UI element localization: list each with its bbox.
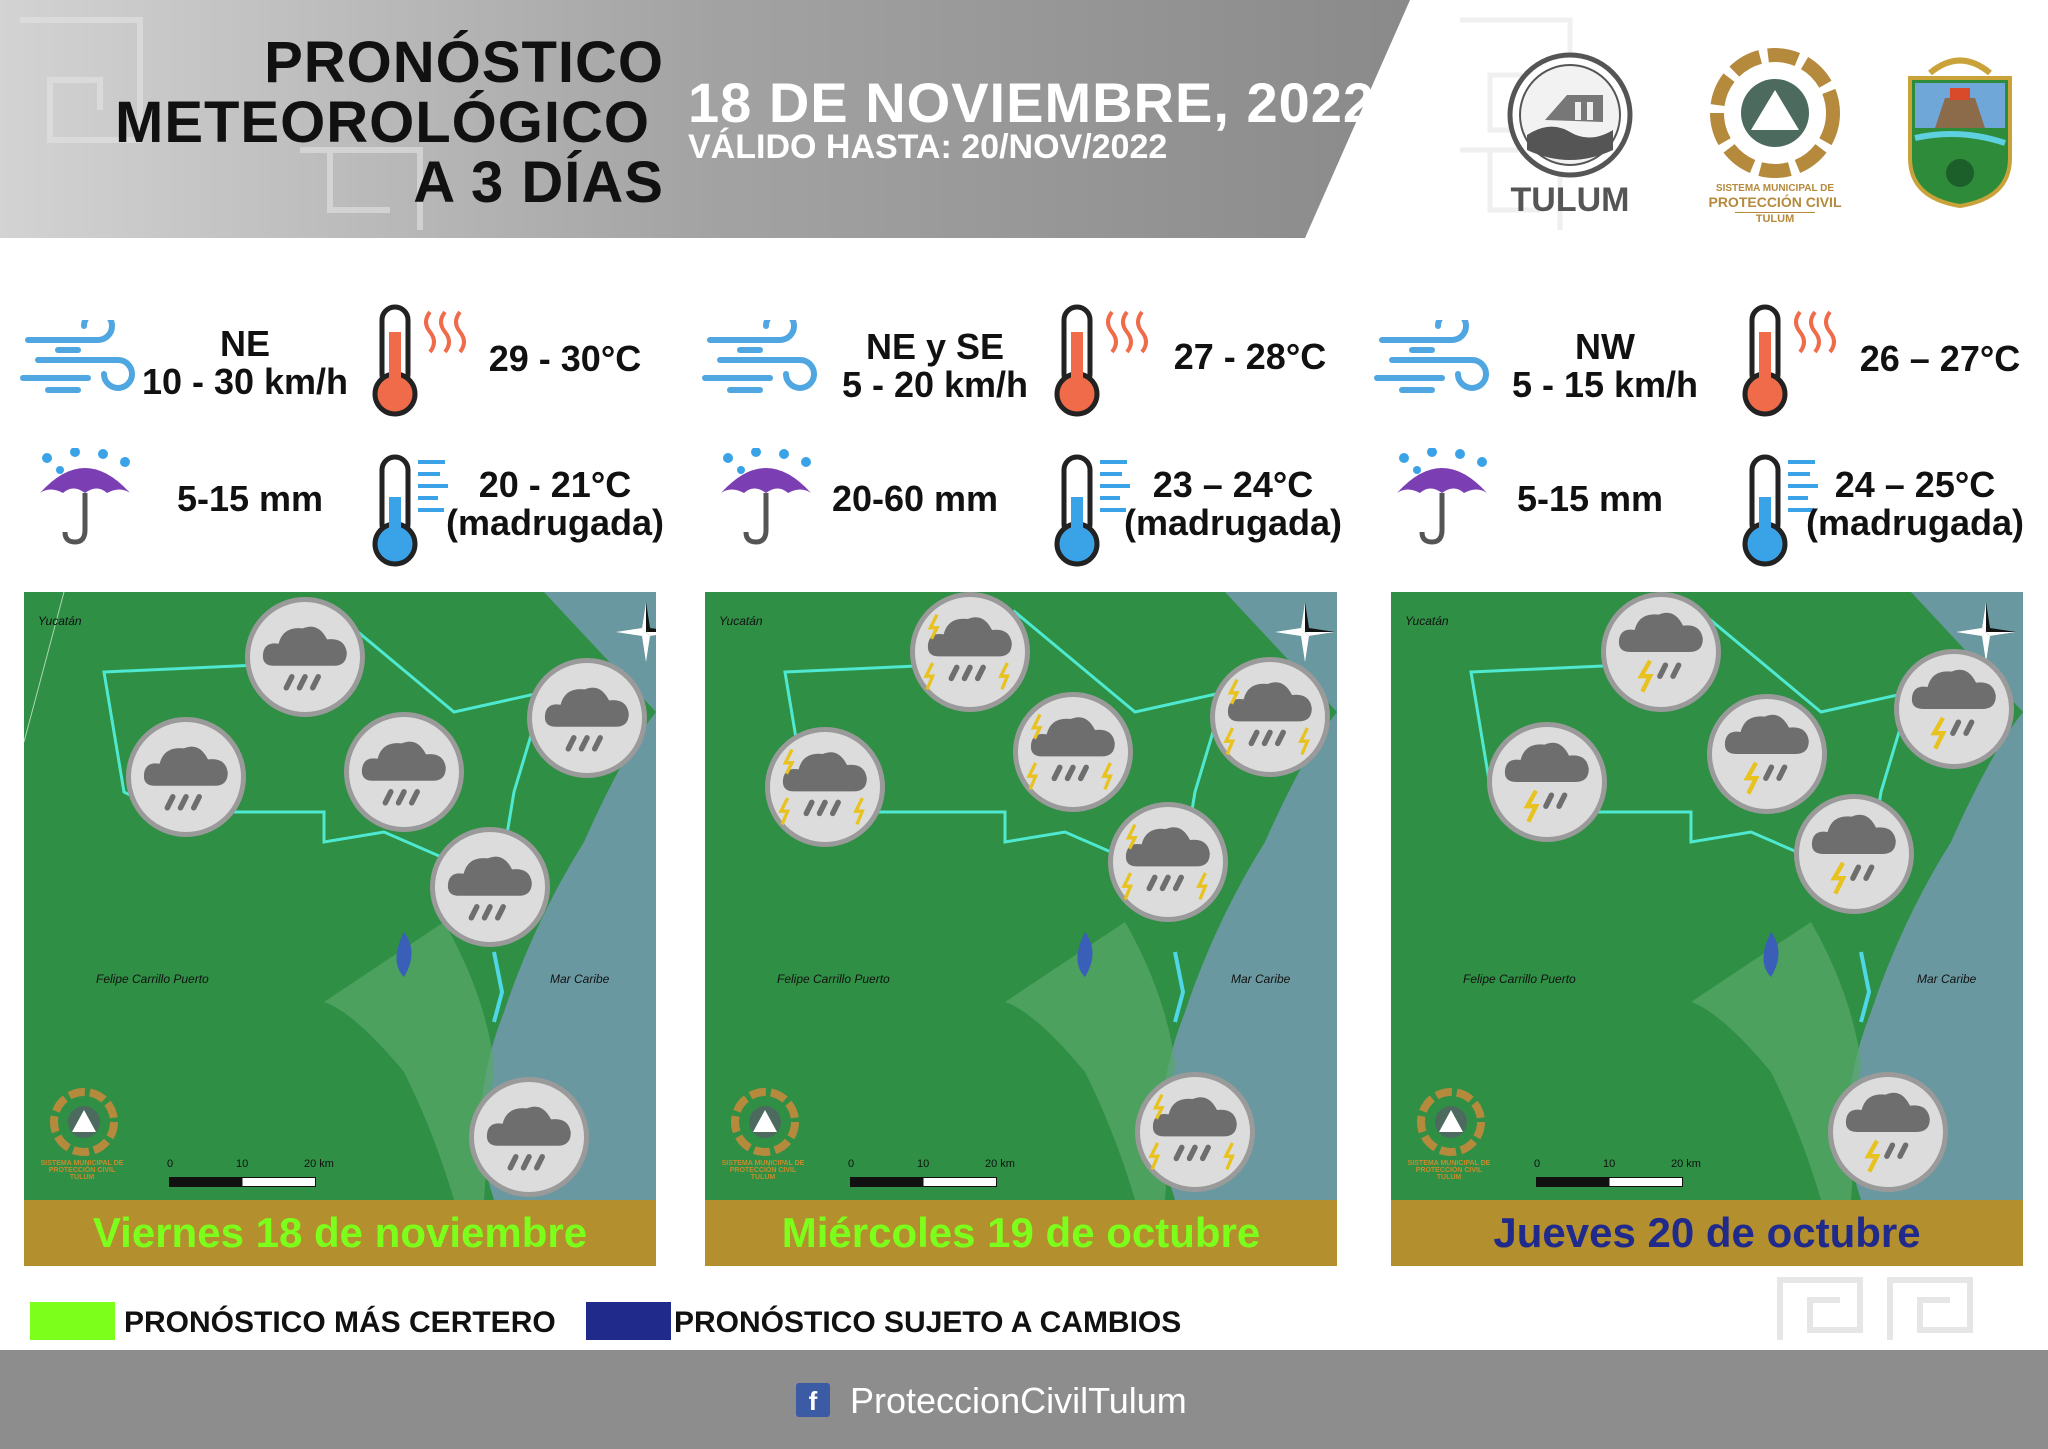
- rain-cloud-icon: [469, 1077, 589, 1197]
- rain-cloud-icon: [344, 712, 464, 832]
- pc-logo-line2: PROTECCIÓN CIVIL: [1708, 194, 1842, 210]
- rain-thunder-icon: [1601, 592, 1721, 712]
- legend-swatch-changes: [586, 1302, 671, 1340]
- title-line-3: A 3 DÍAS: [413, 150, 664, 215]
- min-temp-note: (madrugada): [445, 502, 665, 543]
- rain-thunder-icon: [1894, 649, 2014, 769]
- max-temperature: 29 - 30°C: [488, 338, 642, 379]
- scale-label-0: 0: [848, 1158, 855, 1170]
- watermark-caption: SISTEMA MUNICIPAL DE PROTECCIÓN CIVIL TULUM: [1407, 1160, 1491, 1181]
- scale-label-10: 10: [236, 1158, 249, 1170]
- coat-of-arms-icon: [1905, 48, 2015, 208]
- thunderstorm-icon: [1108, 802, 1228, 922]
- umbrella-rain-icon: [716, 448, 816, 548]
- scale-label-0: 0: [167, 1158, 174, 1170]
- rain-thunder-icon: [1828, 1072, 1948, 1192]
- tulum-emblem-icon: [1505, 50, 1635, 180]
- map-panel-1: [24, 592, 656, 1266]
- umbrella-rain-icon: [35, 448, 135, 548]
- wind-icon: [1372, 320, 1492, 400]
- wind-speed: 10 - 30 km/h: [141, 361, 349, 402]
- facebook-handle-link[interactable]: ProteccionCivilTulum: [850, 1380, 1187, 1421]
- compass-rose-icon: [616, 602, 656, 662]
- valid-until: VÁLIDO HASTA: 20/NOV/2022: [688, 128, 1168, 166]
- forecast-map: [705, 592, 1337, 1200]
- proteccion-civil-emblem-icon: [1695, 48, 1855, 178]
- scale-label-10: 10: [1603, 1158, 1616, 1170]
- thermometer-hot-icon: [1052, 302, 1162, 422]
- day-label: Viernes 18 de noviembre: [24, 1200, 656, 1266]
- thunderstorm-icon: [765, 727, 885, 847]
- forecast-map: [1391, 592, 2023, 1200]
- pc-watermark-icon: [1411, 1082, 1491, 1162]
- min-temperature: 23 – 24°C: [1152, 464, 1314, 505]
- map-panel-3: [1391, 592, 2023, 1266]
- max-temperature: 26 – 27°C: [1859, 338, 2021, 379]
- min-temperature: 24 – 25°C: [1834, 464, 1996, 505]
- map-label-felipe: Felipe Carrillo Puerto: [1463, 972, 1576, 986]
- wind-direction: NE: [219, 323, 270, 364]
- thunderstorm-icon: [910, 592, 1030, 712]
- min-temp-note: (madrugada): [1805, 502, 2025, 543]
- scale-label-20: 20 km: [1671, 1158, 1701, 1170]
- decorative-pattern: [1770, 1260, 2040, 1350]
- scale-label-10: 10: [917, 1158, 930, 1170]
- rain-amount: 5-15 mm: [176, 478, 324, 519]
- min-temp-note: (madrugada): [1123, 502, 1343, 543]
- pc-logo-line1: SISTEMA MUNICIPAL DE: [1715, 183, 1835, 194]
- forecast-map: [24, 592, 656, 1200]
- day-label: Miércoles 19 de octubre: [705, 1200, 1337, 1266]
- tulum-logo: [1505, 50, 1635, 220]
- day-label: Jueves 20 de octubre: [1391, 1200, 2023, 1266]
- map-label-yucatan: Yucatán: [719, 614, 763, 628]
- wind-icon: [700, 320, 820, 400]
- map-label-mar-caribe: Mar Caribe: [1917, 972, 1977, 986]
- wind-icon: [18, 320, 138, 400]
- scale-bar: [1536, 1177, 1683, 1187]
- forecast-date: 18 DE NOVIEMBRE, 2022: [688, 71, 1376, 134]
- map-label-yucatan: Yucatán: [38, 614, 82, 628]
- min-temperature: 20 - 21°C: [478, 464, 632, 505]
- facebook-icon[interactable]: f: [796, 1383, 830, 1417]
- thunderstorm-icon: [1210, 657, 1330, 777]
- pc-watermark-icon: [725, 1082, 805, 1162]
- legend-label-certain: PRONÓSTICO MÁS CERTERO: [124, 1306, 556, 1339]
- umbrella-rain-icon: [1392, 448, 1492, 548]
- tulum-logo-text: TULUM: [1510, 181, 1630, 219]
- scale-bar: [850, 1177, 997, 1187]
- wind-direction: NE y SE: [865, 326, 1005, 367]
- wind-speed: 5 - 15 km/h: [1511, 364, 1699, 405]
- rain-cloud-icon: [126, 717, 246, 837]
- legend-label-changes: PRONÓSTICO SUJETO A CAMBIOS: [674, 1306, 1182, 1339]
- rain-cloud-icon: [527, 658, 647, 778]
- wind-speed: 5 - 20 km/h: [841, 364, 1029, 405]
- max-temperature: 27 - 28°C: [1173, 336, 1327, 377]
- rain-thunder-icon: [1487, 722, 1607, 842]
- map-label-felipe: Felipe Carrillo Puerto: [777, 972, 890, 986]
- scale-label-20: 20 km: [985, 1158, 1015, 1170]
- map-label-felipe: Felipe Carrillo Puerto: [96, 972, 209, 986]
- thermometer-hot-icon: [370, 302, 480, 422]
- title-line-2: METEOROLÓGICO: [115, 90, 650, 155]
- rain-amount: 5-15 mm: [1516, 478, 1664, 519]
- map-label-yucatan: Yucatán: [1405, 614, 1449, 628]
- map-label-mar-caribe: Mar Caribe: [550, 972, 610, 986]
- watermark-caption: SISTEMA MUNICIPAL DE PROTECCIÓN CIVIL TULUM: [721, 1160, 805, 1181]
- rain-cloud-icon: [430, 827, 550, 947]
- pc-logo-line3: TULUM: [1735, 212, 1815, 225]
- legend-swatch-certain: [30, 1302, 115, 1340]
- thunderstorm-icon: [1135, 1072, 1255, 1192]
- title-line-1: PRONÓSTICO: [264, 30, 664, 95]
- map-label-mar-caribe: Mar Caribe: [1231, 972, 1291, 986]
- scale-bar: [169, 1177, 316, 1187]
- proteccion-civil-logo: [1695, 48, 1855, 238]
- map-panel-2: [705, 592, 1337, 1266]
- watermark-caption: SISTEMA MUNICIPAL DE PROTECCIÓN CIVIL TULUM: [40, 1160, 124, 1181]
- rain-cloud-icon: [245, 597, 365, 717]
- scale-label-0: 0: [1534, 1158, 1541, 1170]
- pc-watermark-icon: [44, 1082, 124, 1162]
- thermometer-hot-icon: [1740, 302, 1850, 422]
- scale-label-20: 20 km: [304, 1158, 334, 1170]
- rain-amount: 20-60 mm: [831, 478, 999, 519]
- wind-direction: NW: [1575, 326, 1635, 367]
- rain-thunder-icon: [1707, 694, 1827, 814]
- compass-rose-icon: [1275, 602, 1335, 662]
- rain-thunder-icon: [1794, 794, 1914, 914]
- thunderstorm-icon: [1013, 692, 1133, 812]
